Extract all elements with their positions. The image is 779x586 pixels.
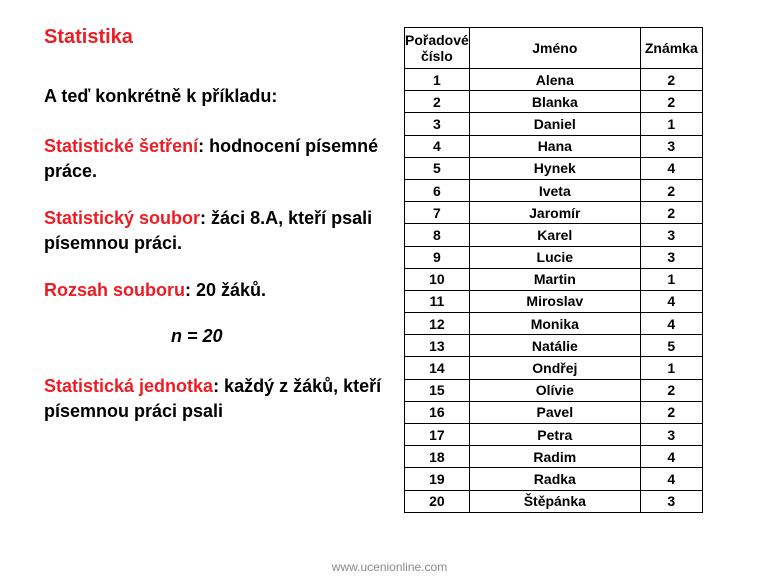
- cell-order: 11: [405, 290, 470, 312]
- term-population: Statistický soubor: [44, 208, 201, 228]
- table-row: [405, 379, 703, 401]
- paragraph-size: [44, 278, 384, 303]
- table-row: [405, 401, 703, 423]
- cell-name: Monika: [469, 313, 640, 335]
- cell-name: Olívie: [469, 379, 640, 401]
- cell-name: Iveta: [469, 179, 640, 201]
- cell-order: 17: [405, 424, 470, 446]
- cell-grade: 3: [640, 424, 702, 446]
- paragraph-population: [44, 206, 384, 256]
- table-row: [405, 135, 703, 157]
- table-row: [405, 313, 703, 335]
- cell-name: Hana: [469, 135, 640, 157]
- table-row: [405, 113, 703, 135]
- definition-survey: : hodnocení písemné práce.: [44, 136, 379, 181]
- cell-order: 16: [405, 401, 470, 423]
- cell-grade: 3: [640, 135, 702, 157]
- table-row: [405, 357, 703, 379]
- cell-grade: 1: [640, 113, 702, 135]
- cell-order: 1: [405, 69, 470, 91]
- cell-name: Ondřej: [469, 357, 640, 379]
- cell-name: Daniel: [469, 113, 640, 135]
- slide-title: Statistika: [44, 26, 133, 48]
- cell-name: Jaromír: [469, 202, 640, 224]
- cell-order: 4: [405, 135, 470, 157]
- cell-order: 18: [405, 446, 470, 468]
- table-row: [405, 490, 703, 512]
- cell-grade: 4: [640, 313, 702, 335]
- cell-order: 7: [405, 202, 470, 224]
- cell-name: Radka: [469, 468, 640, 490]
- table-row: [405, 179, 703, 201]
- table-row: [405, 268, 703, 290]
- cell-order: 6: [405, 179, 470, 201]
- cell-grade: 2: [640, 379, 702, 401]
- table-row: [405, 424, 703, 446]
- cell-name: Pavel: [469, 401, 640, 423]
- cell-order: 10: [405, 268, 470, 290]
- cell-name: Karel: [469, 224, 640, 246]
- cell-grade: 2: [640, 179, 702, 201]
- table-row: [405, 290, 703, 312]
- cell-grade: 2: [640, 69, 702, 91]
- cell-grade: 4: [640, 468, 702, 490]
- cell-name: Lucie: [469, 246, 640, 268]
- cell-order: 5: [405, 157, 470, 179]
- cell-name: Natálie: [469, 335, 640, 357]
- footer-url: www.ucenionline.com: [331, 560, 448, 574]
- text-column: [44, 26, 384, 421]
- intro-text: A teď konkrétně k příkladu:: [44, 86, 278, 106]
- cell-name: Hynek: [469, 157, 640, 179]
- cell-order: 8: [405, 224, 470, 246]
- cell-name: Radim: [469, 446, 640, 468]
- paragraph-survey: [44, 134, 384, 184]
- table-row: [405, 468, 703, 490]
- cell-name: Alena: [469, 69, 640, 91]
- paragraph-unit: [44, 374, 384, 424]
- cell-grade: 2: [640, 91, 702, 113]
- term-size: Rozsah souboru: [44, 280, 186, 300]
- cell-grade: 3: [640, 490, 702, 512]
- cell-grade: 1: [640, 268, 702, 290]
- table-body: [405, 69, 703, 513]
- cell-grade: 2: [640, 202, 702, 224]
- cell-name: Martin: [469, 268, 640, 290]
- cell-name: Miroslav: [469, 290, 640, 312]
- cell-grade: 4: [640, 290, 702, 312]
- table-row: [405, 91, 703, 113]
- table-row: [405, 224, 703, 246]
- table-row: [405, 446, 703, 468]
- header-grade: Známka: [640, 28, 702, 69]
- cell-order: 2: [405, 91, 470, 113]
- cell-grade: 4: [640, 157, 702, 179]
- table-row: [405, 335, 703, 357]
- cell-order: 20: [405, 490, 470, 512]
- cell-grade: 4: [640, 446, 702, 468]
- definition-population: : žáci 8.A, kteří psali písemnou práci.: [44, 208, 373, 253]
- cell-name: Blanka: [469, 91, 640, 113]
- cell-order: 19: [405, 468, 470, 490]
- cell-name: Štěpánka: [469, 490, 640, 512]
- term-unit: Statistická jednotka: [44, 376, 214, 396]
- grades-table: [404, 27, 703, 513]
- formula: n = 20: [171, 326, 223, 346]
- header-name: Jméno: [469, 28, 640, 69]
- term-survey: Statistické šetření: [44, 136, 199, 156]
- definition-size: : 20 žáků.: [185, 280, 267, 300]
- cell-order: 14: [405, 357, 470, 379]
- header-order: Pořadové číslo: [405, 28, 470, 69]
- table-header-row: [405, 28, 703, 69]
- cell-order: 12: [405, 313, 470, 335]
- cell-order: 13: [405, 335, 470, 357]
- table-row: [405, 202, 703, 224]
- table-row: [405, 246, 703, 268]
- definition-unit: : každý z žáků, kteří písemnou práci psali: [44, 376, 382, 421]
- cell-grade: 1: [640, 357, 702, 379]
- table-row: [405, 69, 703, 91]
- cell-order: 9: [405, 246, 470, 268]
- cell-name: Petra: [469, 424, 640, 446]
- cell-grade: 3: [640, 224, 702, 246]
- table-row: [405, 157, 703, 179]
- cell-grade: 3: [640, 246, 702, 268]
- cell-order: 15: [405, 379, 470, 401]
- cell-order: 3: [405, 113, 470, 135]
- cell-grade: 5: [640, 335, 702, 357]
- cell-grade: 2: [640, 401, 702, 423]
